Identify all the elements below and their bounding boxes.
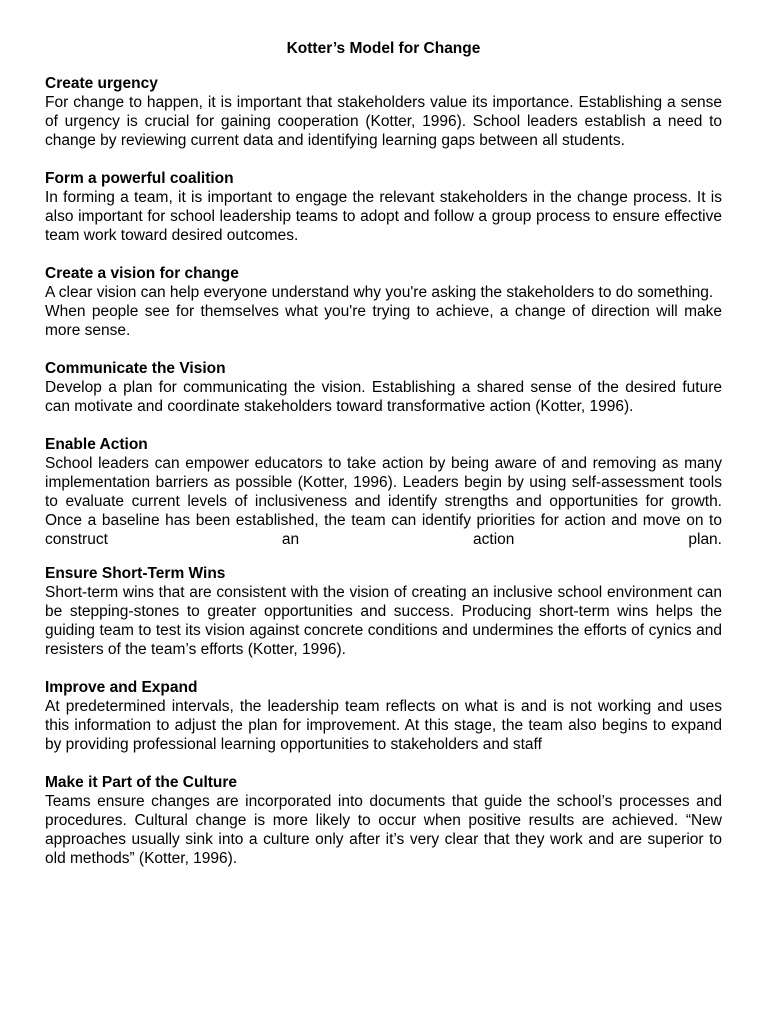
document-title: Kotter’s Model for Change: [286, 40, 481, 57]
section-paragraph: For change to happen, it is important that stakeholders value its importance. Establishing a sense of urgency is crucial for gaining cooperation (Kotter, 1996). School leaders establish a need to change by reviewing current data and identifying learning gaps between all students.: [45, 94, 722, 149]
section-heading: Improve and Expand: [45, 679, 198, 696]
section-heading: Ensure Short-Term Wins: [45, 565, 226, 582]
section-spacer: [45, 659, 722, 678]
section-paragraph: In forming a team, it is important to engage the relevant stakeholders in the change process. It is also important for school leadership teams to adopt and follow a group process to ensure effective team work toward desired outcomes.: [45, 189, 722, 244]
section-paragraph: Teams ensure changes are incorporated into documents that guide the school’s processes and procedures. Cultural change is more likely to occur when positive results are achieved. “New approaches usually sink into a culture only after it’s very clear that they work and are superior to old methods” (Kotter, 1996).: [45, 793, 722, 867]
section-spacer: [45, 340, 722, 359]
section-heading: Create a vision for change: [45, 265, 239, 282]
section-communicate-vision: [45, 359, 722, 416]
section-paragraph: Develop a plan for communicating the vision. Establishing a shared sense of the desired future can motivate and coordinate stakeholders toward transformative action (Kotter, 1996).: [45, 379, 722, 415]
section-create-urgency: [45, 74, 722, 150]
section-paragraph: At predetermined intervals, the leadership team reflects on what is and is not working and uses this information to adjust the plan for improvement. At this stage, the team also begins to expand by providing professional learning opportunities to stakeholders and staff: [45, 698, 722, 753]
section-short-term-wins: [45, 564, 722, 659]
section-spacer: [45, 150, 722, 169]
section-form-coalition: [45, 169, 722, 245]
section-heading: Communicate the Vision: [45, 360, 226, 377]
section-heading: Make it Part of the Culture: [45, 774, 238, 791]
section-culture: [45, 773, 722, 868]
section-heading: Enable Action: [45, 436, 148, 453]
section-spacer: [45, 754, 722, 773]
section-paragraph: Short-term wins that are consistent with the vision of creating an inclusive school environment can be stepping-stones to greater opportunities and success. Producing short-term wins helps the guiding team to test its vision against concrete conditions and undermines the efforts of cynics and resisters of the team’s efforts (Kotter, 1996).: [45, 584, 722, 658]
section-improve-expand: [45, 678, 722, 754]
section-spacer: [45, 245, 722, 264]
section-spacer: [45, 549, 722, 564]
section-spacer: [45, 416, 722, 435]
section-paragraph: When people see for themselves what you're trying to achieve, a change of direction will make more sense.: [45, 303, 722, 339]
section-heading: Create urgency: [45, 75, 158, 92]
section-heading: Form a powerful coalition: [45, 170, 234, 187]
section-enable-action: [45, 435, 722, 549]
section-create-vision: [45, 264, 722, 340]
section-paragraph: School leaders can empower educators to take action by being aware of and removing as many implementation barriers as possible (Kotter, 1996). Leaders begin by using self-assessment tools to evaluate current levels of inclusiveness and identify strengths and opportunities for growth. Once a baseline has been established, the team can identify priorities for action and move on to construct an action plan.: [45, 455, 722, 548]
section-paragraph: A clear vision can help everyone understand why you're asking the stakeholders to do something.: [45, 284, 714, 301]
